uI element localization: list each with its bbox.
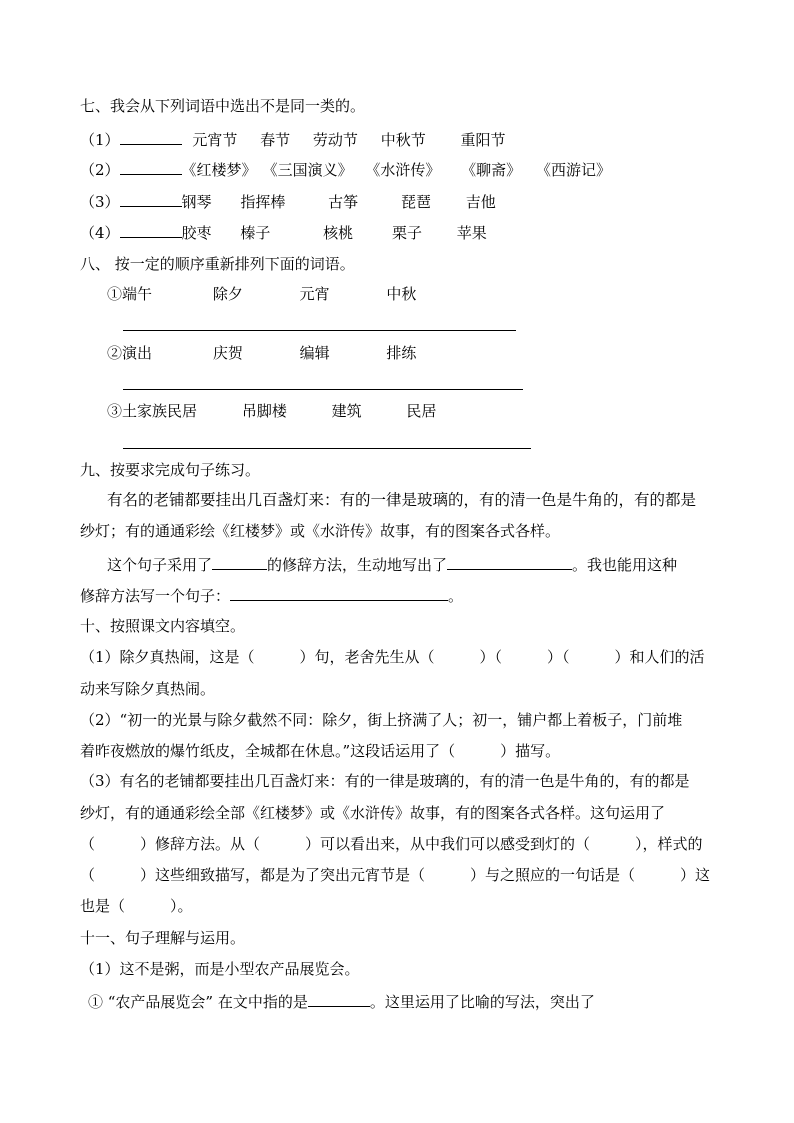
- section-10-q3-line-3: （ ）修辞方法。从（ ）可以看出来，从中我们可以感受到灯的（ ），样式的: [80, 835, 703, 853]
- section-10-q1-line-1: （1）除夕真热闹，这是（ ）句，老舍先生从（ ）（ ）（ ）和人们的活: [80, 648, 705, 666]
- group-marker: ①: [107, 285, 123, 303]
- word: 元宵: [299, 285, 330, 303]
- section-7-row-2: [80, 158, 611, 180]
- question-text: 的修辞方法，生动地写出了: [267, 556, 448, 574]
- word: 演出: [122, 344, 153, 362]
- word: 《西游记》: [535, 161, 611, 179]
- section-9-question-line-1: [107, 553, 677, 575]
- question-text: 。这里运用了比喻的写法，突出了: [369, 993, 595, 1011]
- word: 重阳节: [460, 131, 506, 149]
- word: 春节: [260, 131, 291, 149]
- answer-blank[interactable]: [120, 128, 182, 145]
- word: 胶枣: [181, 224, 212, 242]
- row-number: （2）: [80, 161, 120, 179]
- word: 编辑: [299, 344, 330, 362]
- answer-blank[interactable]: [120, 221, 182, 238]
- word: 《红楼梦》: [181, 161, 257, 179]
- word: 《水浒传》: [365, 161, 441, 179]
- section-9-paragraph-line-1: 有名的老铺都要挂出几百盏灯来：有的一律是玻璃的，有的清一色是牛角的，有的都是: [107, 491, 697, 509]
- word: 吊脚楼: [241, 402, 287, 420]
- section-8-group-1: [107, 284, 416, 304]
- answer-line[interactable]: [123, 448, 531, 449]
- word: 土家族民居: [122, 402, 198, 420]
- word: 苹果: [456, 224, 487, 242]
- section-10-q3-line-2: 纱灯，有的通通彩绘全部《红楼梦》或《水浒传》故事，有的图案各式各样。这句运用了: [80, 804, 666, 822]
- row-number: （4）: [80, 224, 120, 242]
- word: 榛子: [240, 224, 271, 242]
- group-marker: ②: [107, 344, 123, 362]
- word: 栗子: [391, 224, 422, 242]
- word: 指挥棒: [240, 193, 286, 211]
- word: 古筝: [328, 193, 359, 211]
- question-text: 这个句子采用了: [107, 556, 213, 574]
- word: 中秋: [386, 285, 417, 303]
- section-10-q2-line-1: （2）“初一的光景与除夕截然不同：除夕，街上挤满了人；初一，铺户都上着板子，门前堆: [80, 711, 683, 729]
- section-11-q1: （1）这不是粥，而是小型农产品展览会。: [80, 960, 360, 978]
- word: 元宵节: [192, 131, 238, 149]
- section-11-heading: 十一、句子理解与运用。: [80, 929, 246, 947]
- answer-blank[interactable]: [308, 990, 370, 1007]
- word: 民居: [406, 402, 437, 420]
- question-text: ① “农产品展览会” 在文中指的是: [88, 993, 308, 1011]
- section-9-paragraph-line-2: 纱灯；有的通通彩绘《红楼梦》或《水浒传》故事，有的图案各式各样。: [80, 522, 561, 540]
- word: 除夕: [212, 285, 243, 303]
- section-9-question-line-2: [80, 584, 463, 606]
- section-7-heading: 七、我会从下列词语中选出不是同一类的。: [80, 97, 366, 115]
- description-blank[interactable]: [447, 553, 572, 570]
- word: 中秋节: [380, 131, 426, 149]
- word: 庆贺: [212, 344, 243, 362]
- section-10-q3-line-5: 也是（ ）。: [80, 897, 193, 915]
- section-8-heading: 八、 按一定的顺序重新排列下面的词语。: [80, 255, 355, 273]
- section-10-q2-line-2: 着昨夜燃放的爆竹纸皮，全城都在休息。”这段话运用了（ ）描写。: [80, 742, 561, 760]
- question-text: 。我也能用这种: [572, 556, 678, 574]
- word: 钢琴: [181, 193, 212, 211]
- answer-blank[interactable]: [120, 190, 182, 207]
- section-10-q3-line-1: （3）有名的老铺都要挂出几百盏灯来：有的一律是玻璃的，有的清一色是牛角的，有的都是: [80, 772, 690, 790]
- question-text: 修辞方法写一个句子：: [80, 587, 231, 605]
- row-number: （1）: [80, 131, 120, 149]
- section-8-group-3: [107, 401, 436, 421]
- section-8-group-2: [107, 343, 416, 363]
- answer-line[interactable]: [123, 330, 516, 331]
- section-10-heading: 十、按照课文内容填空。: [80, 617, 246, 635]
- section-10-q3-line-4: （ ）这些细致描写，都是为了突出元宵节是（ ）与之照应的一句话是（ ）这: [80, 866, 711, 884]
- word: 《聊斋》: [461, 161, 522, 179]
- question-text: 。: [448, 587, 464, 605]
- group-marker: ③: [107, 402, 123, 420]
- section-7-row-3: [80, 190, 496, 212]
- word: 排练: [386, 344, 417, 362]
- section-9-heading: 九、按要求完成句子练习。: [80, 461, 261, 479]
- word: 端午: [122, 285, 153, 303]
- section-11-q1-sub: [88, 990, 595, 1012]
- word: 《三国演义》: [262, 161, 353, 179]
- section-7-row-4: [80, 221, 487, 243]
- word: 吉他: [465, 193, 496, 211]
- answer-blank[interactable]: [120, 158, 182, 175]
- word: 劳动节: [312, 131, 358, 149]
- row-number: （3）: [80, 193, 120, 211]
- word: 建筑: [331, 402, 362, 420]
- sentence-blank[interactable]: [230, 584, 448, 601]
- answer-line[interactable]: [123, 389, 523, 390]
- section-10-q1-line-2: 动来写除夕真热闹。: [80, 680, 216, 698]
- section-7-row-1: [80, 128, 506, 150]
- rhetoric-blank[interactable]: [212, 553, 267, 570]
- word: 琵琶: [400, 193, 431, 211]
- word: 核桃: [323, 224, 354, 242]
